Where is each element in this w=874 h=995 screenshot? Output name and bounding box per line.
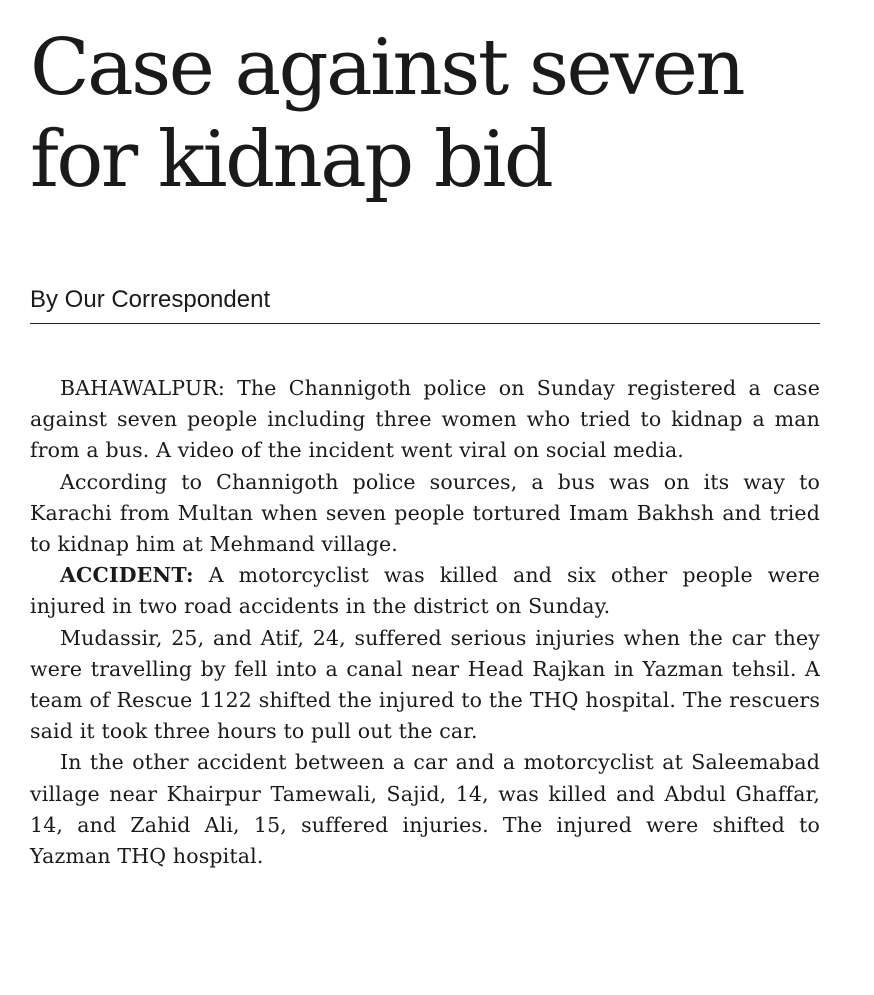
paragraph-1: BAHAWALPUR: The Channigoth police on Sunday registered a case against seven people including three women who tried to kidnap a man from a bus. A video of the incident went viral on social media. — [30, 376, 820, 463]
paragraph-2: According to Channigoth police sources, a bus was on its way to Karachi from Multan when seven people tortured Imam Bakhsh and tried to kidnap him at Mehmand village. — [30, 469, 820, 557]
headline-line-1: Case against seven — [30, 23, 744, 113]
paragraph-4: Mudassir, 25, and Atif, 24, suffered serious injuries when the car they were travelling by fell into a canal near Head Rajkan in Yazman tehsil. A team of Rescue 1122 shifted the injured to the THQ hospital. The rescuers said it took three hours to pull out the car. — [30, 625, 820, 744]
byline: By Our Correspondent — [30, 285, 820, 324]
headline — [30, 0, 820, 206]
headline-line-2: for kidnap bid — [30, 115, 552, 205]
section-lead-accident: ACCIDENT: — [60, 563, 194, 588]
paragraph-3: ACCIDENT: A motorcyclist was killed and six other people were injured in two road accidents in the district on Sunday. — [30, 563, 820, 619]
paragraph-5: In the other accident between a car and a motorcyclist at Saleemabad village near Khairpur Tamewali, Sajid, 14, was killed and Abdul Ghaffar, 14, and Zahid Ali, 15, suffered injuries. The injured were shifted to Yazman THQ hospital. — [30, 750, 820, 869]
news-article — [30, 0, 820, 869]
article-body — [30, 373, 820, 872]
